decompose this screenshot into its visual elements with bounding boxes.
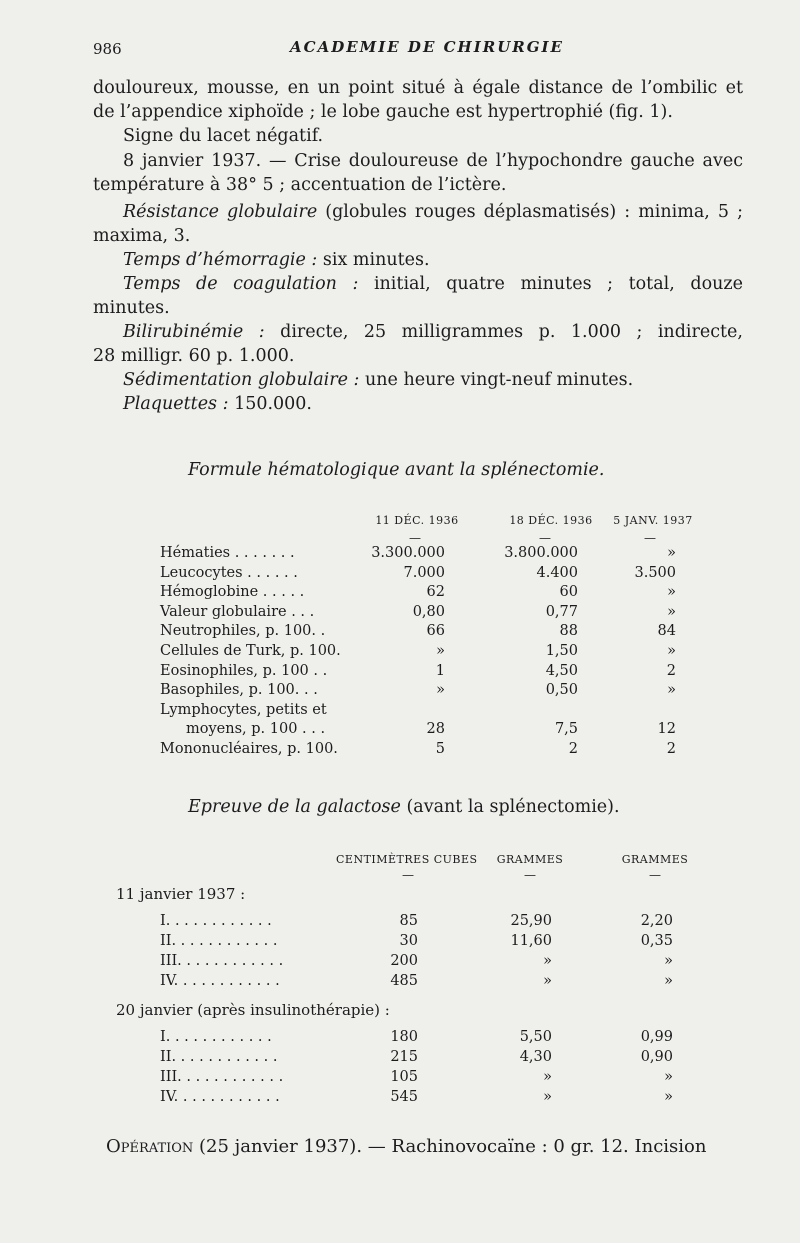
hemato-cell: 66 xyxy=(426,623,445,640)
hemato-col-rule: — xyxy=(644,531,656,545)
galactose-col-header: GRAMMES xyxy=(621,853,689,866)
term-label: Temps de coagulation : xyxy=(123,274,359,294)
hemato-cell: 7,5 xyxy=(554,721,578,738)
term-label: Bilirubinémie : xyxy=(123,322,265,342)
hemato-col-header: 11 DÉC. 1936 xyxy=(375,514,459,527)
body-line: douloureux, mousse, en un point situé à égale distance de l’ombilic et xyxy=(93,78,743,98)
hemato-row-label: Basophiles, p. 100. . . xyxy=(160,682,318,699)
body-line: température à 38° 5 ; accentuation de l’ictère. xyxy=(93,175,507,195)
galactose-cell: 215 xyxy=(390,1049,418,1065)
operation-label: Opération xyxy=(106,1136,194,1157)
galactose-row-label: I. . . . . . . . . . . . xyxy=(160,913,272,929)
hemato-row-label: Leucocytes . . . . . . xyxy=(160,564,298,581)
galactose-caption-italic: Epreuve de la galactose xyxy=(188,797,401,817)
hemato-row-label: Eosinophiles, p. 100 . . xyxy=(160,662,328,679)
galactose-cell: 485 xyxy=(390,973,418,989)
galactose-cell: 4,30 xyxy=(519,1049,552,1065)
galactose-cell: » xyxy=(664,1069,673,1085)
body-line: 8 janvier 1937. — Crise douloureuse de l’hypochondre gauche avec xyxy=(123,151,743,171)
galactose-row-label: III. . . . . . . . . . . . xyxy=(160,953,284,969)
hemato-col-rule: — xyxy=(539,531,551,545)
galactose-cell: 5,50 xyxy=(519,1029,552,1045)
hemato-cell: 3.300.000 xyxy=(371,545,445,561)
body-line: 28 milligr. 60 p. 1.000. xyxy=(93,346,295,366)
term-text: initial, quatre minutes ; total, douze xyxy=(358,274,743,294)
hemato-row-label: Hémoglobine . . . . . xyxy=(160,584,305,601)
galactose-col-header: CENTIMÈTRES CUBES xyxy=(336,853,478,866)
body-line: Signe du lacet négatif. xyxy=(123,126,324,146)
body-line: minutes. xyxy=(93,298,170,318)
hemato-cell: 62 xyxy=(426,584,445,601)
hemato-cell: 84 xyxy=(657,623,676,640)
galactose-row-label: II. . . . . . . . . . . . xyxy=(160,933,278,949)
hemato-cell: 0,50 xyxy=(545,682,578,699)
body-line xyxy=(123,250,430,270)
body-line xyxy=(123,370,633,390)
galactose-cell: 0,35 xyxy=(640,933,673,949)
body-line: de l’appendice xiphoïde ; le lobe gauche est hypertrophié (fig. 1). xyxy=(93,102,673,122)
galactose-caption-rest: (avant la splénectomie). xyxy=(400,797,620,817)
galactose-cell: » xyxy=(664,973,673,989)
hemato-row-label: Lymphocytes, petits et xyxy=(160,701,327,718)
hemato-cell: 88 xyxy=(559,623,578,640)
hemato-cell: 7.000 xyxy=(403,564,445,581)
galactose-cell: 2,20 xyxy=(640,913,673,929)
galactose-row-label: IV. . . . . . . . . . . . xyxy=(160,973,280,989)
galactose-cell: 25,90 xyxy=(510,913,552,929)
term-text: (globules rouges déplasmatisés) : minima, 5 ; xyxy=(317,202,743,222)
galactose-group-label: 20 janvier (après insulinothérapie) : xyxy=(116,1001,390,1019)
hemato-cell: » xyxy=(667,643,676,659)
hemato-cell: 0,77 xyxy=(545,603,578,620)
term-label: Plaquettes : xyxy=(123,394,229,414)
hemato-cell: 2 xyxy=(666,741,676,757)
hemato-cell: » xyxy=(667,584,676,601)
hemato-col-header: 5 JANV. 1937 xyxy=(613,514,693,527)
galactose-col-rule: — xyxy=(402,868,414,882)
hemato-cell: 3.500 xyxy=(634,564,676,581)
body-line xyxy=(123,274,743,294)
term-text: six minutes. xyxy=(317,250,430,270)
galactose-group-label: 11 janvier 1937 : xyxy=(116,885,246,903)
galactose-cell: » xyxy=(543,953,552,969)
hemato-cell: 4.400 xyxy=(536,564,578,581)
hemato-cell: » xyxy=(436,682,445,699)
hemato-row-label: Hématies . . . . . . . xyxy=(160,545,295,561)
galactose-cell: 0,90 xyxy=(640,1049,673,1065)
galactose-row-label: IV. . . . . . . . . . . . xyxy=(160,1089,280,1105)
operation-line xyxy=(106,1136,706,1157)
galactose-cell: 180 xyxy=(390,1029,418,1045)
galactose-cell: 30 xyxy=(399,933,418,949)
galactose-cell: 0,99 xyxy=(640,1029,673,1045)
galactose-col-header: GRAMMES xyxy=(496,853,564,866)
hemato-cell: 60 xyxy=(559,584,578,601)
body-line xyxy=(123,202,743,222)
hemato-row-label: Valeur globulaire . . . xyxy=(160,603,315,620)
galactose-cell: 545 xyxy=(390,1089,418,1105)
hemato-cell: 0,80 xyxy=(412,603,445,620)
hemato-cell: 2 xyxy=(568,741,578,757)
galactose-row-label: I. . . . . . . . . . . . xyxy=(160,1029,272,1045)
galactose-cell: » xyxy=(543,973,552,989)
hemato-cell: 4,50 xyxy=(545,662,578,679)
hemato-cell: 1,50 xyxy=(545,643,578,659)
galactose-cell: » xyxy=(664,953,673,969)
hemato-cell: 1 xyxy=(435,662,445,679)
galactose-cell: 11,60 xyxy=(510,933,552,949)
term-text: 150.000. xyxy=(228,394,312,414)
galactose-row-label: III. . . . . . . . . . . . xyxy=(160,1069,284,1085)
hemato-cell: 3.800.000 xyxy=(504,545,578,561)
hemato-row-label: Neutrophiles, p. 100. . xyxy=(160,623,326,640)
hemato-row-label: Cellules de Turk, p. 100. xyxy=(160,643,341,659)
hemato-caption: Formule hématologique avant la splénectomie. xyxy=(188,460,605,480)
galactose-col-rule: — xyxy=(524,868,536,882)
galactose-row-label: II. . . . . . . . . . . . xyxy=(160,1049,278,1065)
running-header: ACADEMIE DE CHIRURGIE xyxy=(290,38,564,56)
term-label: Résistance globulaire xyxy=(123,202,318,222)
term-text: directe, 25 milligrammes p. 1.000 ; indirecte, xyxy=(264,322,743,342)
term-label: Sédimentation globulaire : xyxy=(123,370,360,390)
galactose-cell: » xyxy=(543,1089,552,1105)
body-line xyxy=(123,322,743,342)
hemato-row-label: moyens, p. 100 . . . xyxy=(186,721,326,738)
term-label: Temps d’hémorragie : xyxy=(123,250,318,270)
term-text: une heure vingt-neuf minutes. xyxy=(359,370,634,390)
hemato-cell: 28 xyxy=(426,721,445,738)
hemato-cell: 12 xyxy=(657,721,676,738)
galactose-cell: » xyxy=(543,1069,552,1085)
body-line: maxima, 3. xyxy=(93,226,191,246)
hemato-col-header: 18 DÉC. 1936 xyxy=(509,514,593,527)
galactose-cell: 200 xyxy=(390,953,418,969)
hemato-row-label: Mononucléaires, p. 100. xyxy=(160,741,338,757)
galactose-cell: 85 xyxy=(399,913,418,929)
galactose-cell: » xyxy=(664,1089,673,1105)
hemato-cell: » xyxy=(436,643,445,659)
body-line xyxy=(123,394,312,414)
hemato-cell: » xyxy=(667,682,676,699)
hemato-cell: 2 xyxy=(666,662,676,679)
operation-text: (25 janvier 1937). — Rachinovocaïne : 0 gr. 12. Incision xyxy=(193,1136,707,1157)
galactose-caption xyxy=(188,797,620,817)
galactose-col-rule: — xyxy=(649,868,661,882)
hemato-cell: » xyxy=(667,603,676,620)
hemato-col-rule: — xyxy=(409,531,421,545)
galactose-cell: 105 xyxy=(390,1069,418,1085)
hemato-cell: » xyxy=(667,545,676,561)
hemato-cell: 5 xyxy=(435,741,445,757)
page-number: 986 xyxy=(93,40,122,58)
